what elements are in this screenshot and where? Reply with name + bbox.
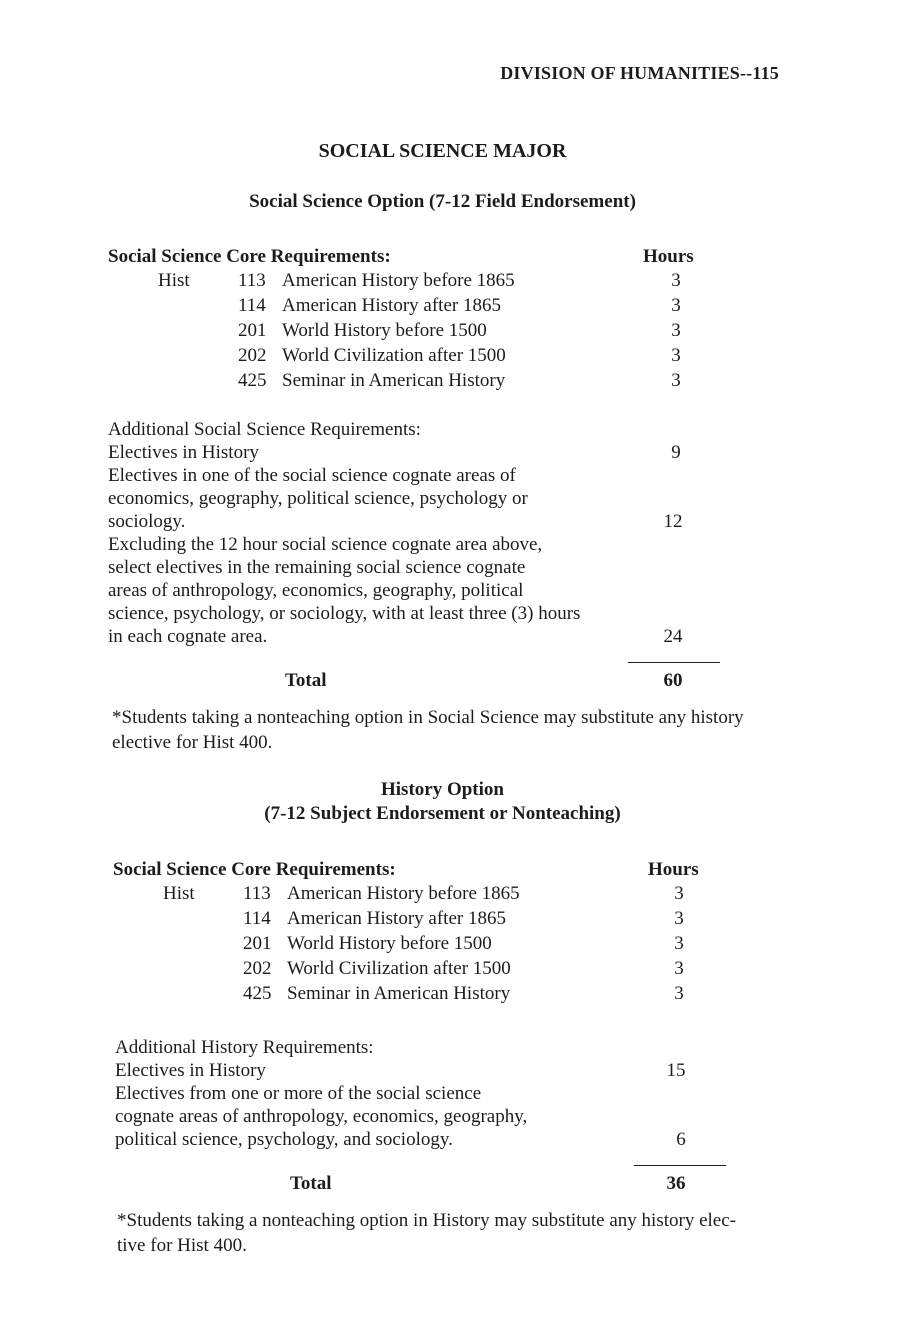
course-title: Seminar in American History <box>282 370 506 391</box>
option1-core-header <box>0 245 897 269</box>
total-value: 60 <box>663 670 683 691</box>
option1-core-section <box>0 245 897 394</box>
course-title: American History before 1865 <box>282 270 515 291</box>
course-row <box>0 369 897 394</box>
course-number: 113 <box>243 883 271 904</box>
course-row <box>0 982 897 1007</box>
footnote-line: tive for Hist 400. <box>117 1235 247 1256</box>
course-number: 114 <box>238 295 266 316</box>
course-row <box>0 294 897 319</box>
course-dept: Hist <box>158 270 190 291</box>
course-title: World History before 1500 <box>287 933 492 954</box>
option1-core-label: Social Science Core Requirements: <box>108 246 391 267</box>
course-number: 425 <box>238 370 267 391</box>
total-value: 36 <box>666 1173 686 1194</box>
page-header: DIVISION OF HUMANITIES--115 <box>500 63 779 83</box>
course-row <box>0 344 897 369</box>
additional-line: Electives in one of the social science cognate areas of <box>108 465 516 486</box>
additional-hours: 24 <box>663 626 683 647</box>
course-number: 201 <box>243 933 272 954</box>
additional-line: select electives in the remaining social science cognate <box>108 557 526 578</box>
course-hours: 3 <box>671 320 681 341</box>
course-number: 201 <box>238 320 267 341</box>
option1-total-row <box>0 669 897 693</box>
option2-footnote <box>117 1208 817 1258</box>
total-label: Total <box>290 1173 332 1194</box>
course-hours: 3 <box>674 908 684 929</box>
course-title: World History before 1500 <box>282 320 487 341</box>
footnote-line: elective for Hist 400. <box>112 732 273 753</box>
course-title: American History before 1865 <box>287 883 520 904</box>
course-hours: 3 <box>674 958 684 979</box>
course-title: World Civilization after 1500 <box>287 958 511 979</box>
total-rule <box>634 1165 726 1166</box>
course-row <box>0 319 897 344</box>
course-hours: 3 <box>671 295 681 316</box>
course-row <box>0 932 897 957</box>
option2-title: History Option <box>381 779 504 800</box>
additional-line: areas of anthropology, economics, geography, political <box>108 580 524 601</box>
course-hours: 3 <box>671 345 681 366</box>
option1-footnote <box>112 705 812 755</box>
additional-line: Electives in History <box>115 1060 266 1081</box>
total-label: Total <box>285 670 327 691</box>
course-hours: 3 <box>674 933 684 954</box>
additional-hours: 15 <box>666 1060 686 1081</box>
course-row <box>0 269 897 294</box>
course-title: American History after 1865 <box>287 908 506 929</box>
option1-hours-label: Hours <box>643 246 694 267</box>
course-title: World Civilization after 1500 <box>282 345 506 366</box>
course-title: Seminar in American History <box>287 983 511 1004</box>
course-dept: Hist <box>163 883 195 904</box>
option2-core-section <box>0 858 897 1007</box>
course-hours: 3 <box>674 883 684 904</box>
course-hours: 3 <box>671 370 681 391</box>
additional-hours: 9 <box>671 442 681 463</box>
option1-additional-section <box>0 418 897 648</box>
option2-subtitle: (7-12 Subject Endorsement or Nonteaching) <box>264 803 621 824</box>
additional-line: cognate areas of anthropology, economics, geography, <box>115 1106 528 1127</box>
option2-total-row <box>0 1172 897 1196</box>
course-hours: 3 <box>671 270 681 291</box>
additional-hours: 6 <box>676 1129 686 1150</box>
option2-core-label: Social Science Core Requirements: <box>113 859 396 880</box>
course-row <box>0 882 897 907</box>
additional-line: Electives from one or more of the social science <box>115 1083 482 1104</box>
additional-line: Electives in History <box>108 442 259 463</box>
course-number: 113 <box>238 270 266 291</box>
additional-line: economics, geography, political science, psychology or <box>108 488 528 509</box>
course-number: 202 <box>238 345 267 366</box>
footnote-line: *Students taking a nonteaching option in Social Science may substitute any history <box>112 707 744 728</box>
additional-line: science, psychology, or sociology, with at least three (3) hours <box>108 603 581 624</box>
option2-hours-label: Hours <box>648 859 699 880</box>
course-row <box>0 957 897 982</box>
additional-line: sociology. <box>108 511 186 532</box>
additional-line: in each cognate area. <box>108 626 268 647</box>
additional-line: political science, psychology, and sociology. <box>115 1129 453 1150</box>
option2-core-header <box>0 858 897 882</box>
option1-title: Social Science Option (7-12 Field Endorsement) <box>249 191 636 212</box>
course-number: 202 <box>243 958 272 979</box>
additional-line: Excluding the 12 hour social science cognate area above, <box>108 534 543 555</box>
total-rule <box>628 662 720 663</box>
footnote-line: *Students taking a nonteaching option in History may substitute any history elec- <box>117 1210 736 1231</box>
additional-heading: Additional Social Science Requirements: <box>108 419 421 440</box>
course-number: 425 <box>243 983 272 1004</box>
option2-additional-section <box>0 1036 897 1151</box>
additional-hours: 12 <box>663 511 683 532</box>
course-title: American History after 1865 <box>282 295 501 316</box>
course-hours: 3 <box>674 983 684 1004</box>
course-row <box>0 907 897 932</box>
major-title: SOCIAL SCIENCE MAJOR <box>318 140 567 162</box>
course-number: 114 <box>243 908 271 929</box>
additional-heading: Additional History Requirements: <box>115 1037 374 1058</box>
